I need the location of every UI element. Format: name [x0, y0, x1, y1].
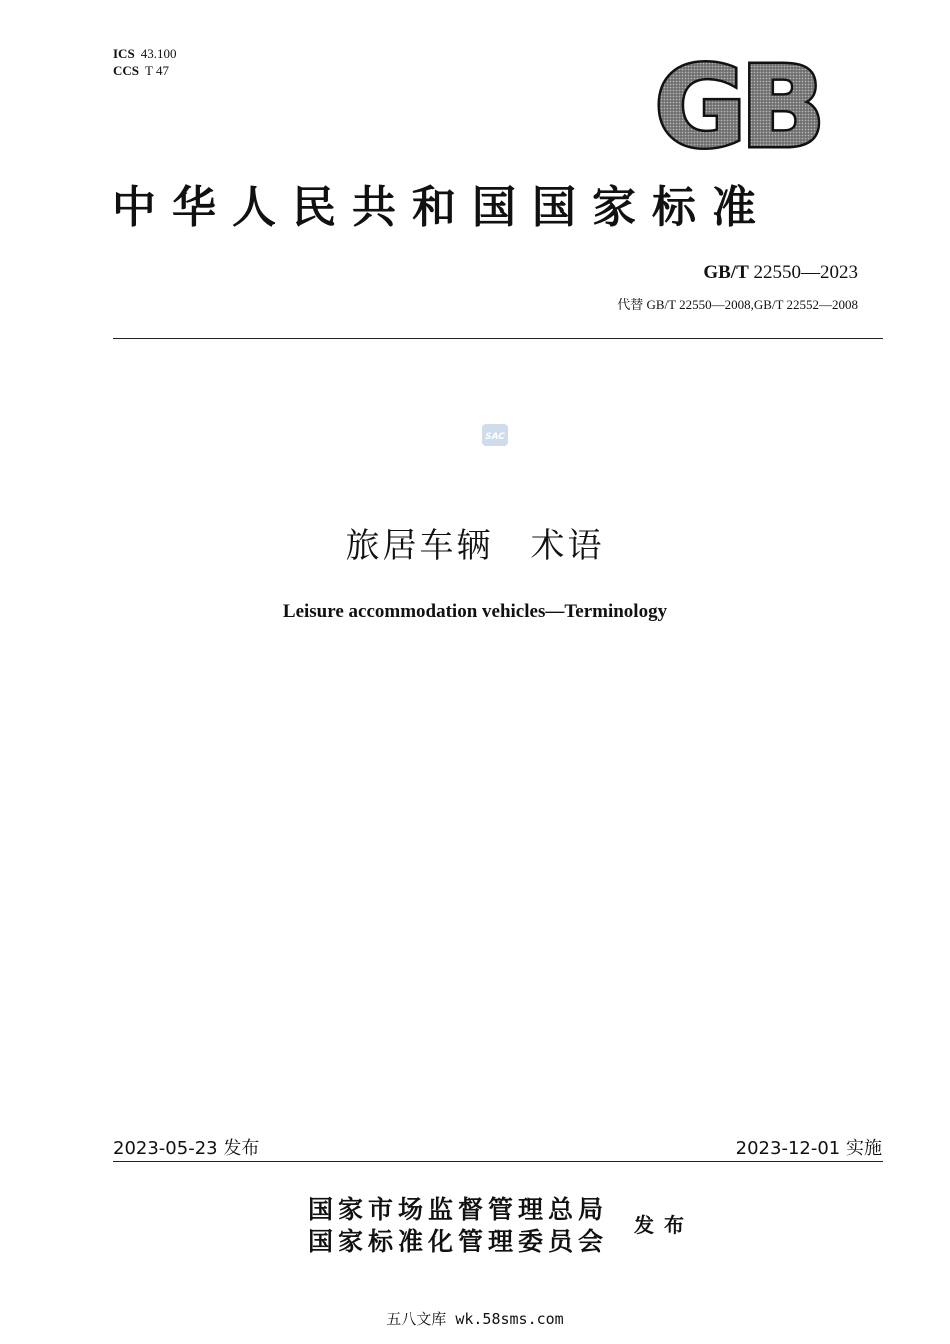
ics-label: ICS	[113, 46, 135, 61]
ics-line	[113, 45, 176, 62]
sac-watermark-text: SAC	[485, 432, 505, 442]
code-number: 22550—2023	[753, 262, 858, 283]
top-divider	[113, 338, 883, 339]
classification-codes	[113, 45, 176, 79]
issuer-samr: 国家市场监督管理总局	[308, 1195, 609, 1224]
code-prefix: GB/T	[703, 262, 749, 283]
issue-date: 2023-05-23 发布	[113, 1138, 260, 1159]
publish-label: 发布	[634, 1213, 694, 1237]
logo-text: GB	[654, 56, 820, 152]
bottom-divider	[113, 1161, 883, 1162]
implementation-date: 2023-12-01 实施	[735, 1138, 882, 1159]
standard-code	[703, 262, 858, 284]
national-standard-heading: 中华人民共和国国家标准	[112, 182, 772, 233]
issuer-sac: 国家标准化管理委员会	[308, 1227, 609, 1256]
replaces-line	[617, 294, 858, 313]
replaced-standards: GB/T 22550—2008,GB/T 22552—2008	[646, 297, 858, 312]
footer-watermark: 五八文库 wk.58sms.com	[386, 1310, 564, 1328]
gb-logo	[645, 56, 830, 152]
ccs-line	[113, 62, 176, 79]
ccs-value: T 47	[145, 63, 169, 78]
ccs-label: CCS	[113, 63, 140, 78]
document-title-chinese: 旅居车辆 术语	[345, 526, 605, 566]
ics-value: 43.100	[140, 46, 177, 61]
replaces-label: 代替	[617, 297, 644, 312]
sac-watermark-icon	[481, 423, 509, 447]
document-title-english: Leisure accommodation vehicles—Terminology	[282, 601, 668, 622]
